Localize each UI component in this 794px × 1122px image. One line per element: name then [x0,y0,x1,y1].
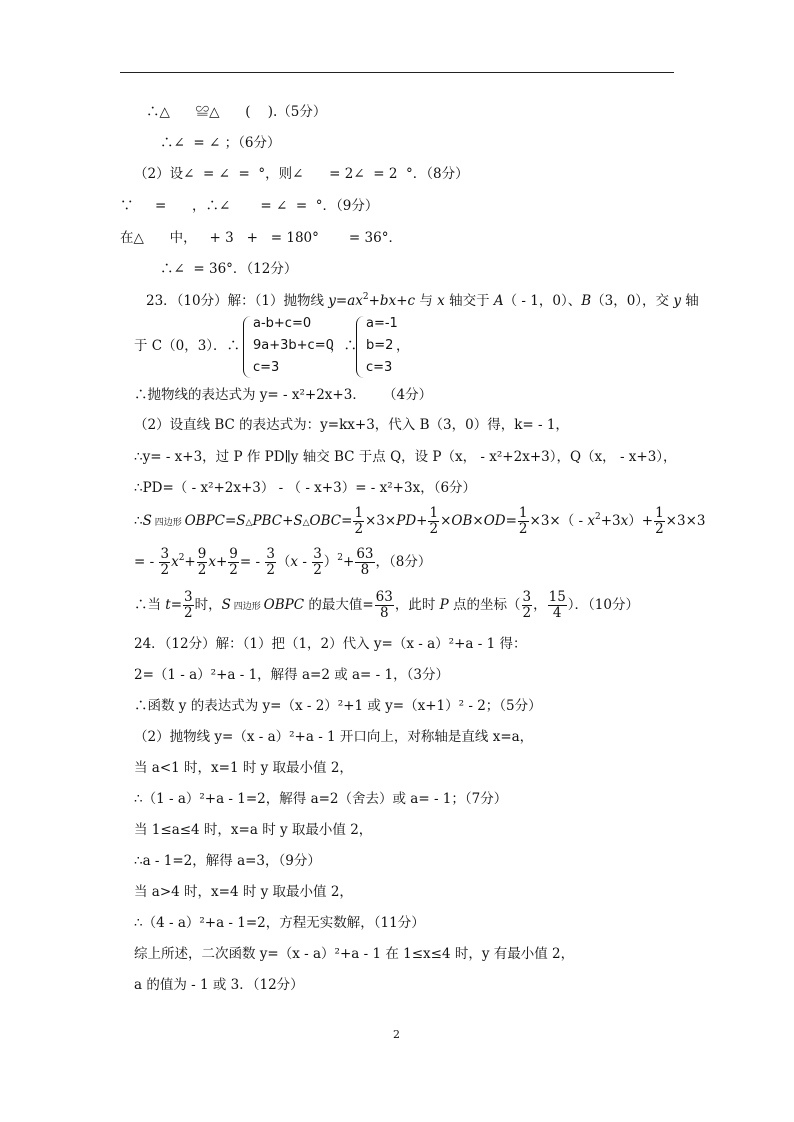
line-13: ∴S 四边形 OBPC=S△PBC+S△OBC= $\frac{1}{2}$ ×3×PD+ $\frac{1}{2}$ ×OB×OD= $\frac{1}{2}$ $\times 3\times( - x^2+3x)+$ $\frac{1}{2}$ ×3×3 [134,505,706,537]
system-brace-1 [243,316,252,378]
line-8-mid: ，∴ [330,338,357,354]
fraction: $\frac{15}{4}$ [548,589,566,621]
line-23: ∴a - 1=2，解得 a=3，（9分） [134,853,321,869]
line-22: 当 1≤a≤4 时，x=a 时 y 取最小值 2， [134,822,373,838]
line-27: a 的值为 - 1 或 3．（12分） [134,977,304,993]
line-11: ∴y= - x+3，过 P 作 PD∥y 轴交 BC 于点 Q，设 P（x， - x²+2x+3），Q（x， - x+3）， [134,449,677,465]
line-19: （2）抛物线 y=（x - a）²+a - 1 开口向上，对称轴是直线 x=a， [134,729,534,745]
equation-system-2 [366,313,398,379]
system-1-eq: c=3 [253,360,280,375]
fraction: $\frac{1}{2}$ [354,505,364,537]
line-9: ∴抛物线的表达式为 y= - x²+2x+3． （4分） [134,387,433,403]
line-18: ∴函数 y 的表达式为 y=（x - 2）²+1 或 y=（x+1）² - 2；（5分） [134,698,542,714]
line-25: ∴（4 - a）²+a - 1=2，方程无实数解，（11分） [134,915,425,931]
equation-system-1 [253,313,334,379]
line-10: （2）设直线 BC 的表达式为：y=kx+3，代入 B（3，0）得，k= - 1， [134,417,569,433]
line-5: 在△ 中， + 3 + = 180° = 36°． [120,230,402,246]
line-26: 综上所述，二次函数 y=（x - a）²+a - 1 在 1≤x≤4 时，y 有最小值 2， [134,946,575,962]
line-7: 23．（10分）解：（1）抛物线 $y=ax^2+bx+c$ 与 x 轴交于 A（ - 1，0）、B（3，0），交 y 轴 [146,292,699,309]
fraction: $\frac{63}{8}$ [375,589,393,621]
fraction: $\frac{3}{2}$ [160,546,170,578]
fraction: $\frac{63}{8}$ [356,546,374,578]
line-21: ∴（1 - a）²+a - 1=2，解得 a=2（舍去）或 a= - 1；（7分） [134,791,508,807]
line-3: （2）设∠ = ∠ = °，则∠ = 2∠ = 2 °．（8分） [134,166,469,182]
line-4: ∵ = ，∴∠ = ∠ = °．（9分） [120,198,379,214]
fraction: $\frac{1}{2}$ [518,505,528,537]
line-16: 24．（12分）解：（1）把（1，2）代入 y=（x - a）²+a - 1 得： [134,636,527,652]
fraction: $\frac{3}{2}$ [266,546,275,578]
line-17: 2=（1 - a）²+a - 1，解得 a=2 或 a= - 1，（3分） [134,667,449,683]
system-2-eq: a=-1 [366,316,398,331]
system-2-eq: b=2 [366,338,394,353]
system-2-eq: c=3 [366,360,393,375]
header-rule [120,72,674,73]
line-2: ∴∠ = ∠ ；（6分） [160,135,281,151]
line-8-post: ， [396,338,410,354]
line-24: 当 a>4 时，x=4 时 y 取最小值 2， [134,884,353,900]
line-6: ∴∠ = 36°．（12分） [160,261,298,277]
page-number: 2 [393,1028,400,1041]
fraction: $\frac{1}{2}$ [429,505,439,537]
fraction: $\frac{3}{2}$ [313,546,322,578]
fraction: $\frac{1}{2}$ [655,505,664,537]
line-14: = - $\frac{3}{2}$ $x^2+$ $\frac{9}{2}$ x+ $\frac{9}{2}$ = - $\frac{3}{2}$ （x - $\frac{3}{2}$ ）$^2$+ $\frac{63}{8}$ ，（8分） [134,546,432,578]
system-1-eq: a-b+c=0 [253,316,312,331]
line-1: ∴△ ≌△ ( ).（5分） [146,104,327,120]
line-12: ∴PD=（ - x²+2x+3） - （ - x+3）= - x²+3x，（6分） [134,480,477,496]
line-20: 当 a<1 时，x=1 时 y 取最小值 2， [134,760,353,776]
line-15: ∴当 t= $\frac{3}{2}$ 时，S 四边形 OBPC 的最大值= $\frac{63}{8}$ ，此时 P 点的坐标（ $\frac{3}{2}$ ， $\frac{15}{4}$ ）．（10分） [134,589,639,621]
system-brace-2 [356,316,365,378]
system-1-eq: 9a+3b+c=0 [253,338,334,353]
fraction: $\frac{9}{2}$ [229,546,238,578]
fraction: $\frac{9}{2}$ [197,546,207,578]
line-8-pre: 于 C（0，3）．∴ [134,338,241,354]
fraction: $\frac{3}{2}$ [522,589,532,621]
fraction: $\frac{3}{2}$ [184,589,193,621]
